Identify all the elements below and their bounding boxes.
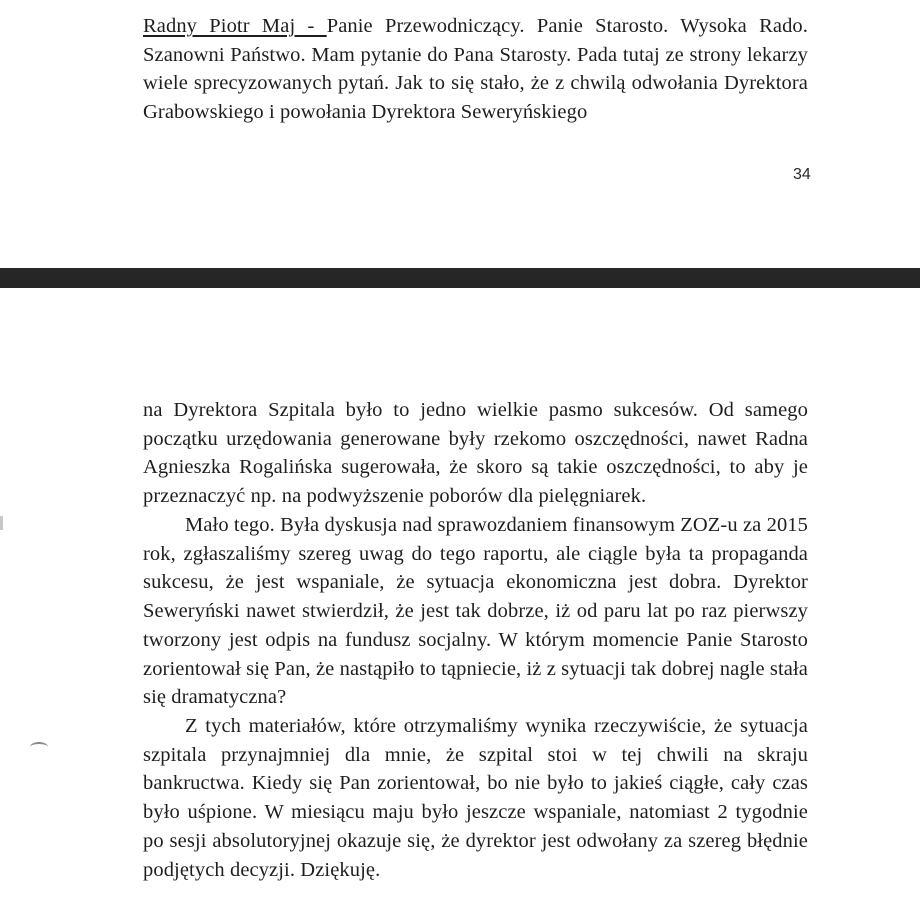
scan-artifact-mark xyxy=(30,742,48,752)
paragraph: na Dyrektora Szpitala było to jedno wielkie pasmo sukcesów. Od samego początku urzędowania generowane były rzekomo oszczędności, nawet Radna Agnieszka Rogalińska sugerowała, że skoro są takie oszczędności, to aby je przeznaczyć np. na podwyższenie poborów dla pielęgniarek. xyxy=(143,399,808,508)
speaker-statement: Panie Przewodniczący. Panie Starosto. Wysoka Rado. Szanowni Państwo. Mam pytanie do Pana Starosty. Pada tutaj ze strony lekarzy wiele sprecyzowanych pytań. Jak to się stało, że z chwilą odwołania Dyrektora Grabowskiego i powołania Dyrektora Seweryńskiego xyxy=(143,15,808,124)
page-bottom xyxy=(0,288,920,900)
page-top xyxy=(0,0,920,268)
speaker-paragraph xyxy=(143,12,808,127)
speaker-name: Radny Piotr Maj - xyxy=(143,15,327,37)
paragraph: Z tych materiałów, które otrzymaliśmy wynika rzeczywiście, że sytuacja szpitala przynajmniej dla mnie, że szpital stoi w tej chwili na skraju bankructwa. Kiedy się Pan zorientował, bo nie było to jakieś ciągłe, cały czas było uśpione. W miesiącu maju było jeszcze wspaniale, natomiast 2 tygodnie po sesji absolutoryjnej okazuje się, że dyrektor jest odwołany za szereg błędnie podjętych decyzji. Dziękuję. xyxy=(143,715,808,881)
page-separator xyxy=(0,268,920,288)
scan-edge-mark xyxy=(0,516,3,530)
paragraph: Mało tego. Była dyskusja nad sprawozdaniem finansowym ZOZ-u za 2015 rok, zgłaszaliśmy szereg uwag do tego raportu, ale ciągle była ta propaganda sukcesu, że jest wspaniale, że sytuacja ekonomiczna jest dobra. Dyrektor Seweryński nawet stwierdził, że jest tak dobrze, iż od paru lat po raz pierwszy tworzony jest odpis na fundusz socjalny. W którym momencie Panie Starosto zorientował się Pan, że nastąpiło to tąpniecie, iż z sytuacji tak dobrej nagle stała się dramatyczna? xyxy=(143,514,808,709)
page-number: 34 xyxy=(793,166,811,183)
